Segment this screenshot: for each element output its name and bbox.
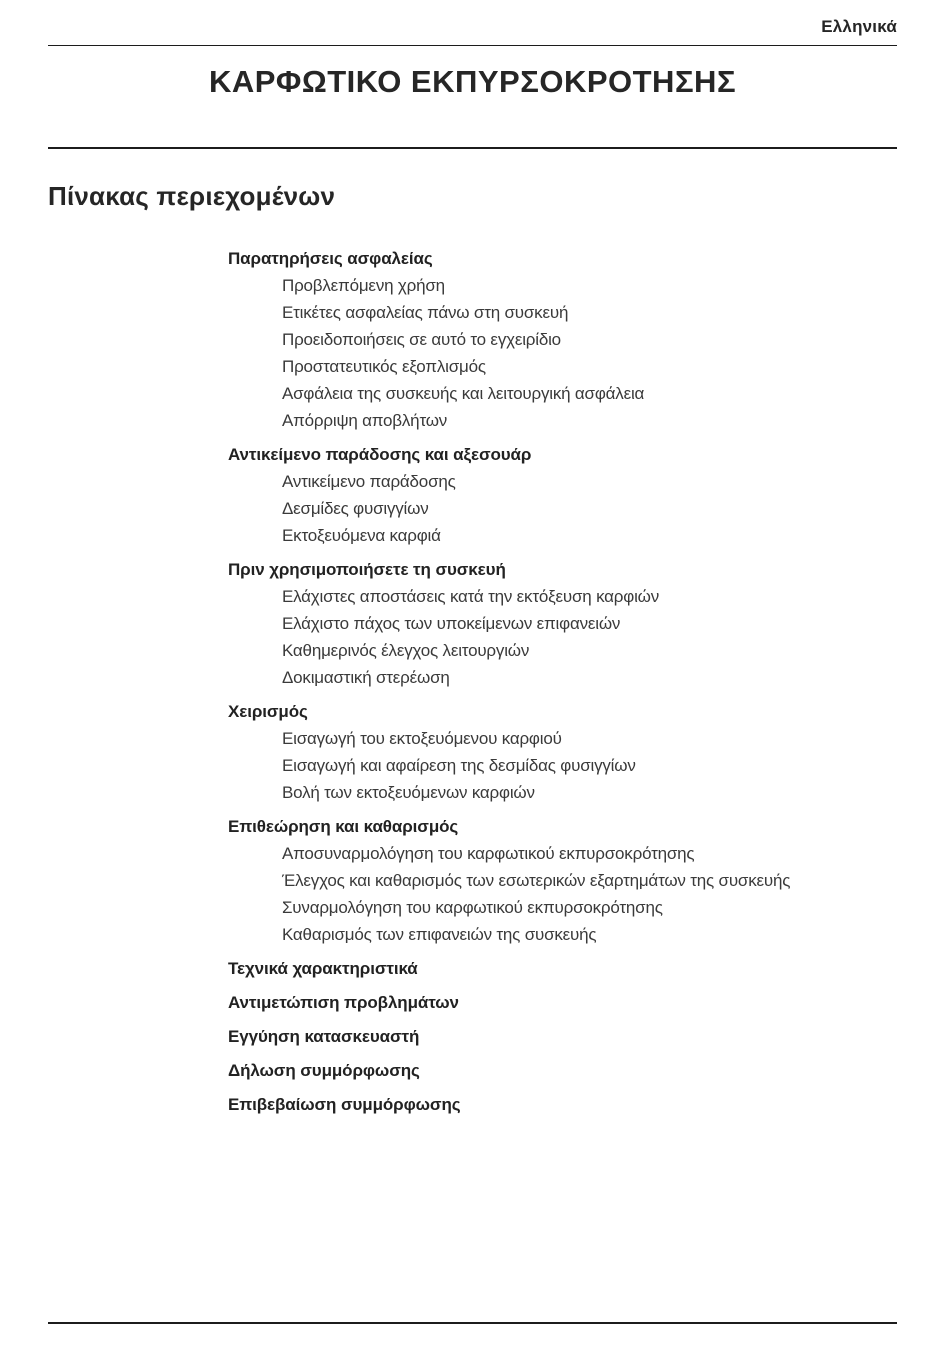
toc-item: Εισαγωγή του εκτοξευόμενου καρφιού [282,729,562,748]
toc-item: Καθαρισμός των επιφανειών της συσκευής [282,925,597,944]
toc-item: Απόρριψη αποβλήτων [282,411,448,430]
toc-heading: Πίνακας περιεχομένων [48,181,336,211]
toc-section-title: Εγγύηση κατασκευαστή [228,1027,420,1046]
toc-section [228,989,920,1016]
toc-section-title: Παρατηρήσεις ασφαλείας [228,249,433,268]
toc-section [228,1023,920,1050]
toc-section-title: Χειρισμός [228,702,308,721]
toc-item: Εισαγωγή και αφαίρεση της δεσμίδας φυσιγγίων [282,756,636,775]
toc-item: Δεσμίδες φυσιγγίων [282,499,429,518]
toc-item: Εκτοξευόμενα καρφιά [282,526,441,545]
toc-item: Ασφάλεια της συσκευής και λειτουργική ασφάλεια [282,384,645,403]
page-title: ΚΑΡΦΩΤΙΚΟ ΕΚΠΥΡΣΟΚΡΟΤΗΣΗΣ [208,64,737,99]
toc-section-title: Επιβεβαίωση συμμόρφωσης [228,1095,461,1114]
toc-section [228,1057,920,1084]
toc-item: Αποσυναρμολόγηση του καρφωτικού εκπυρσοκρότησης [282,844,695,863]
toc-section [228,245,920,434]
toc-item: Βολή των εκτοξευόμενων καρφιών [282,783,535,802]
toc-section-title: Δήλωση συμμόρφωσης [228,1061,420,1080]
toc-item: Δοκιμαστική στερέωση [282,668,450,687]
header-divider [48,45,897,46]
toc-section-title: Αντιμετώπιση προβλημάτων [228,993,459,1012]
toc-item: Συναρμολόγηση του καρφωτικού εκπυρσοκρότησης [282,898,663,917]
toc-item: Ετικέτες ασφαλείας πάνω στη συσκευή [282,303,569,322]
toc-item: Ελάχιστο πάχος των υποκείμενων επιφανειών [282,614,621,633]
toc-item: Καθημερινός έλεγχος λειτουργιών [282,641,530,660]
toc-item: Προειδοποιήσεις σε αυτό το εγχειρίδιο [282,330,561,349]
toc-item: Έλεγχος και καθαρισμός των εσωτερικών εξαρτημάτων της συσκευής [282,871,791,890]
toc-section-title: Πριν χρησιμοποιήσετε τη συσκευή [228,560,506,579]
toc-section [228,441,920,549]
toc-item: Ελάχιστες αποστάσεις κατά την εκτόξευση καρφιών [282,587,660,606]
footer-divider [48,1322,897,1324]
toc-section [228,955,920,982]
toc-section-title: Αντικείμενο παράδοσης και αξεσουάρ [228,445,532,464]
language-label: Ελληνικά [821,17,897,36]
title-divider [48,147,897,149]
toc-item: Προβλεπόμενη χρήση [282,276,445,295]
toc-item: Αντικείμενο παράδοσης [282,472,456,491]
toc-item: Προστατευτικός εξοπλισμός [282,357,486,376]
toc-section [228,1091,920,1118]
toc-section [228,698,920,806]
toc-section-title: Τεχνικά χαρακτηριστικά [228,959,418,978]
table-of-contents [228,245,920,1118]
toc-section-title: Επιθεώρηση και καθαρισμός [228,817,459,836]
toc-section [228,813,920,948]
toc-section [228,556,920,691]
